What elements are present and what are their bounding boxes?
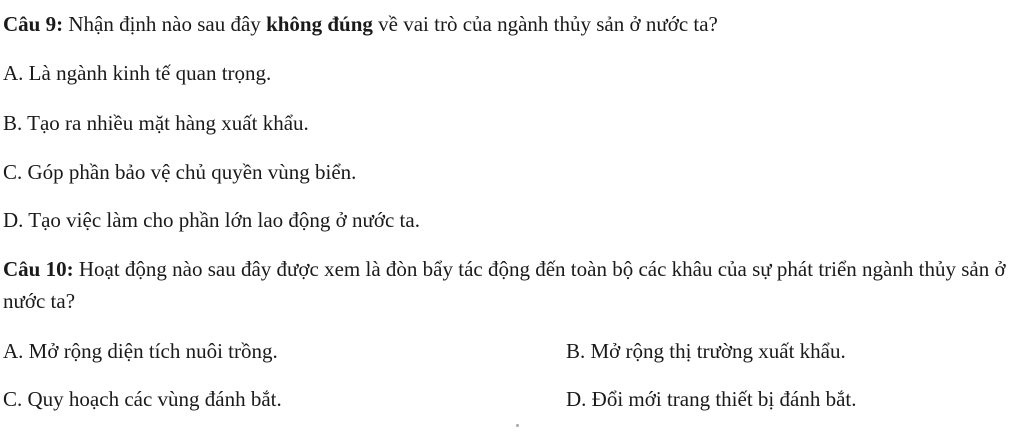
question-9-option-a: A. Là ngành kinh tế quan trọng.	[3, 61, 272, 85]
question-9-label: Câu 9:	[3, 12, 64, 36]
question-10-option-d: D. Đổi mới trang thiết bị đánh bắt.	[566, 387, 857, 411]
question-10-option-b: B. Mở rộng thị trường xuất khẩu.	[566, 339, 846, 363]
question-9-prefix: Nhận định nào sau đây	[63, 12, 267, 36]
question-9-emphasis: không đúng	[266, 12, 373, 36]
question-9-option-d: D. Tạo việc làm cho phần lớn lao động ở nước ta.	[3, 208, 420, 232]
question-10-option-a: A. Mở rộng diện tích nuôi trồng.	[3, 339, 278, 363]
question-9-option-b: B. Tạo ra nhiều mặt hàng xuất khẩu.	[3, 111, 309, 135]
question-9-option-c: C. Góp phần bảo vệ chủ quyền vùng biển.	[3, 160, 357, 184]
question-10-option-c: C. Quy hoạch các vùng đánh bắt.	[3, 387, 282, 411]
question-9-stem	[3, 11, 718, 37]
question-10-stem	[3, 253, 1019, 317]
question-10-label: Câu 10:	[3, 257, 74, 281]
question-10-text: Hoạt động nào sau đây được xem là đòn bẩy tác động đến toàn bộ các khâu của sự phát triển ngành thủy sản ở nước ta?	[3, 257, 1006, 313]
scan-speck	[516, 424, 519, 427]
question-9-suffix: về vai trò của ngành thủy sản ở nước ta?	[372, 12, 718, 36]
